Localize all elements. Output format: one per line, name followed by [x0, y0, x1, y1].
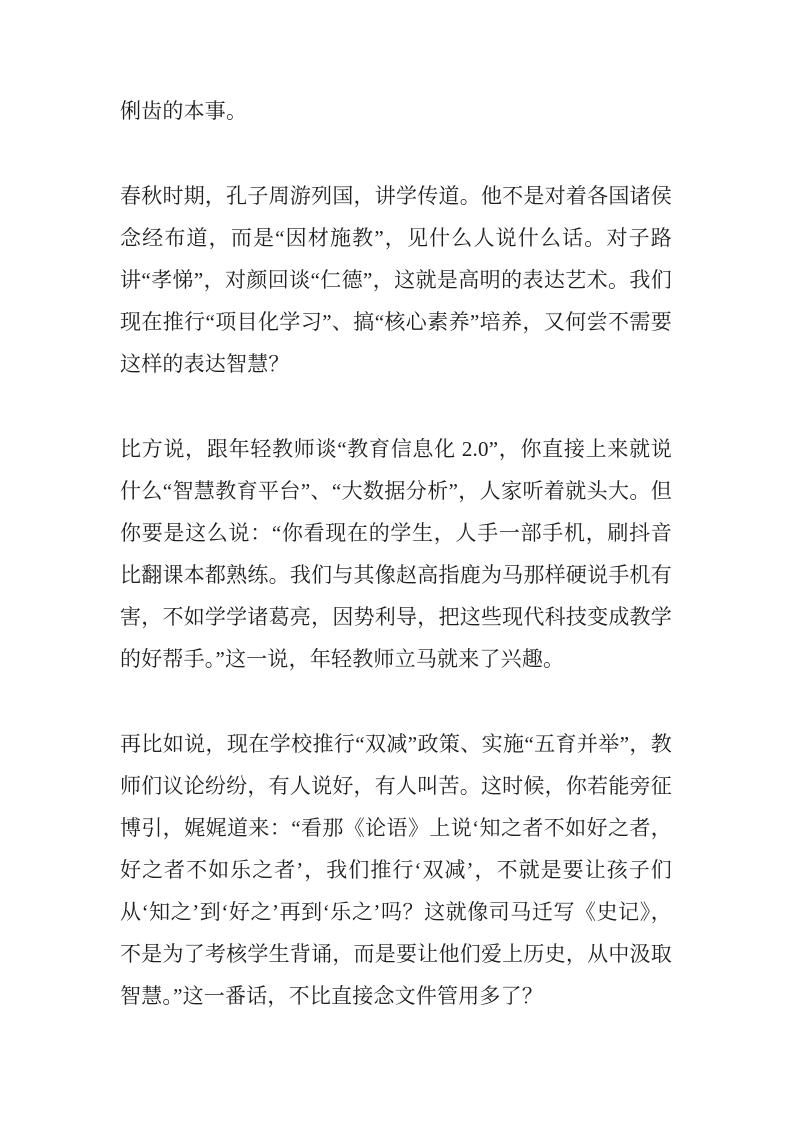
paragraph-young-teachers: 比方说，跟年轻教师谈“教育信息化 2.0”，你直接上来就说什么“智慧教育平台”、“大数据分析”，人家听着就头大。但你要是这么说：“你看现在的学生，人手一部手机，刷抖音比翻课本都熟练。我们与其像赵高指鹿为马那样硬说手机有害，不如学学诸葛亮，因势利导，把这些现代科技变成教学的好帮手。”这一说，年轻教师立马就来了兴趣。	[120, 437, 672, 671]
paragraph-double-reduction: 再比如说，现在学校推行“双减”政策、实施“五育并举”，教师们议论纷纷，有人说好，有人叫苦。这时候，你若能旁征博引，娓娓道来：“看那《论语》上说‘知之者不如好之者，好之者不如乐之者’，我们推行‘双减’，不就是要让孩子们从‘知之’到‘好之’再到‘乐之’吗？这就像司马迁写《史记》，不是为了考核学生背诵，而是要让他们爱上历史，从中汲取智慧。”这一番话，不比直接念文件管用多了？	[120, 732, 672, 1008]
paragraph-confucius: 春秋时期，孔子周游列国，讲学传道。他不是对着各国诸侯念经布道，而是“因材施教”，见什么人说什么话。对子路讲“孝悌”，对颜回谈“仁德”，这就是高明的表达艺术。我们现在推行“项目化学习”、搞“核心素养”培养，又何尝不需要这样的表达智慧？	[120, 184, 672, 376]
paragraph-continuation: 俐齿的本事。	[120, 99, 248, 123]
